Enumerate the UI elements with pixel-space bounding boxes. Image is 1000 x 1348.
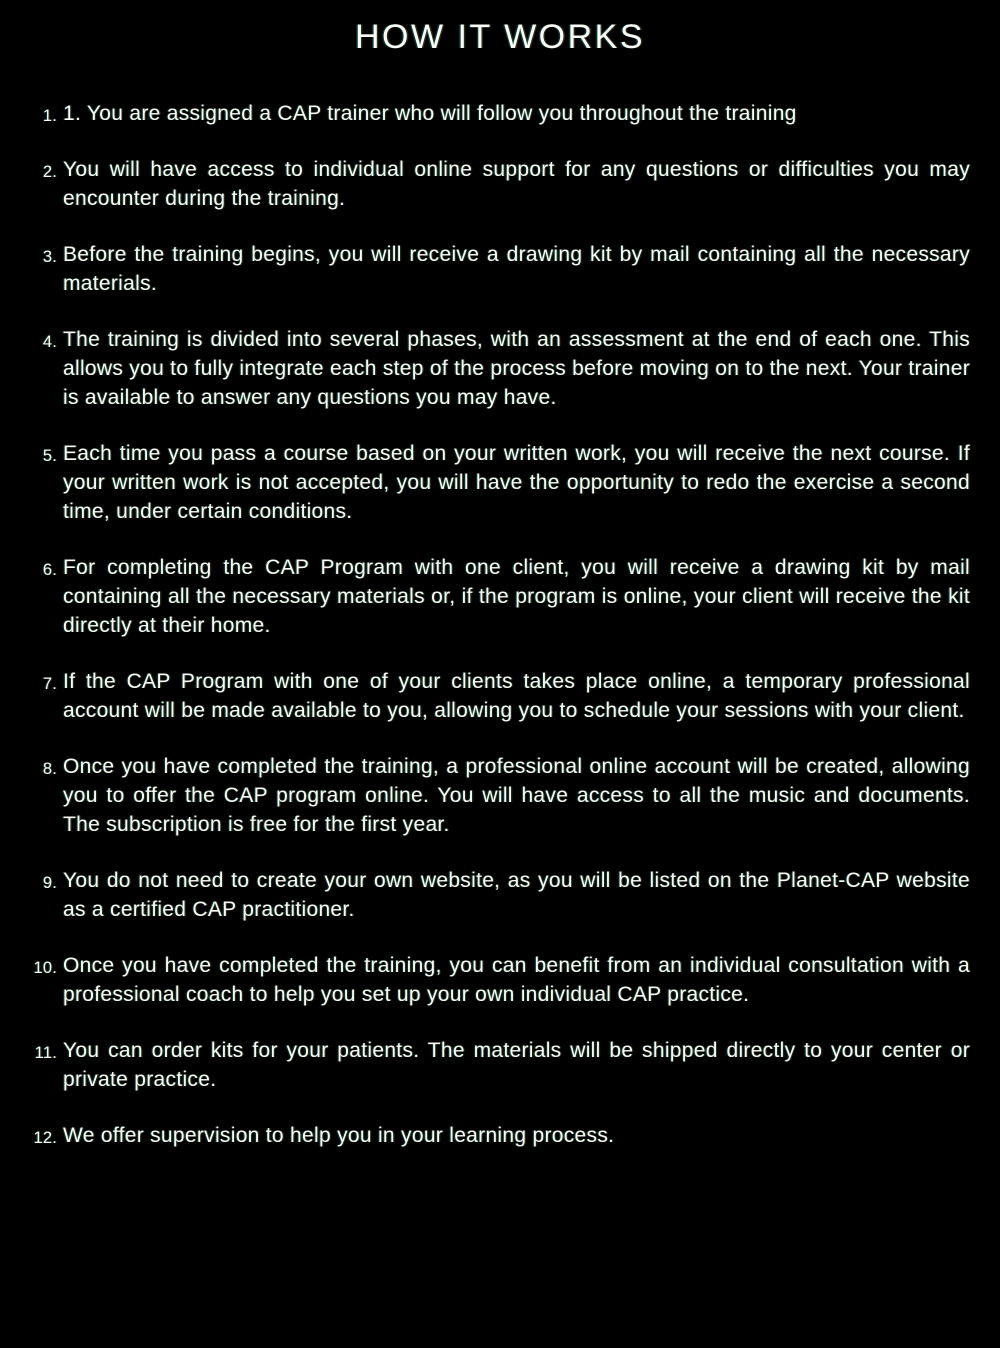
list-item-text: The training is divided into several phases, with an assessment at the end of each one. This allows you to fully integrate each step of the process before moving on to the next. Your trainer is available to answer any questions you may have. — [63, 328, 970, 409]
list-item-number: 4. — [42, 333, 57, 351]
list-item-number: 2. — [42, 163, 57, 181]
list-item-text: We offer supervision to help you in your learning process. — [63, 1124, 615, 1147]
list-item-number: 9. — [42, 874, 57, 892]
list-item-text: Before the training begins, you will receive a drawing kit by mail containing all the necessary materials. — [63, 243, 970, 295]
list-item — [0, 1036, 1000, 1094]
list-item-number: 10. — [33, 959, 57, 977]
list-item-number: 8. — [42, 760, 57, 778]
list-item-number: 12. — [33, 1129, 57, 1147]
list-item-number: 1. — [42, 107, 57, 125]
list-item — [0, 240, 1000, 298]
list-item-number: 7. — [42, 675, 57, 693]
list-item — [0, 155, 1000, 213]
list-item-text: For completing the CAP Program with one client, you will receive a drawing kit by mail containing all the necessary materials or, if the program is online, your client will receive the kit directly at their home. — [63, 556, 970, 637]
list-item-number: 6. — [42, 561, 57, 579]
list-item-number: 5. — [42, 447, 57, 465]
list-item — [0, 752, 1000, 839]
list-item-text: Once you have completed the training, you can benefit from an individual consultation with a professional coach to help you set up your own individual CAP practice. — [63, 954, 970, 1006]
list-item — [0, 1121, 1000, 1150]
list-item-text: Each time you pass a course based on your written work, you will receive the next course. If your written work is not accepted, you will have the opportunity to redo the exercise a second time, under certain conditions. — [63, 442, 970, 523]
how-it-works-list — [0, 99, 1000, 1150]
list-item — [0, 325, 1000, 412]
list-item — [0, 439, 1000, 526]
list-item — [0, 951, 1000, 1009]
list-item-text: 1. You are assigned a CAP trainer who will follow you throughout the training — [63, 102, 797, 125]
list-item — [0, 866, 1000, 924]
list-item-text: Once you have completed the training, a professional online account will be created, allowing you to offer the CAP program online. You will have access to all the music and documents. The subscription is free for the first year. — [63, 755, 970, 836]
list-item — [0, 553, 1000, 640]
list-item-text: You will have access to individual online support for any questions or difficulties you may encounter during the training. — [63, 158, 970, 210]
list-item — [0, 667, 1000, 725]
list-item-text: If the CAP Program with one of your clients takes place online, a temporary professional account will be made available to you, allowing you to schedule your sessions with your client. — [63, 670, 970, 722]
page-title: HOW IT WORKS — [354, 18, 646, 56]
list-item-text: You can order kits for your patients. The materials will be shipped directly to your center or private practice. — [63, 1039, 970, 1091]
list-item — [0, 99, 1000, 128]
list-item-text: You do not need to create your own website, as you will be listed on the Planet-CAP website as a certified CAP practitioner. — [63, 869, 970, 921]
list-item-number: 11. — [34, 1044, 57, 1062]
list-item-number: 3. — [42, 248, 57, 266]
